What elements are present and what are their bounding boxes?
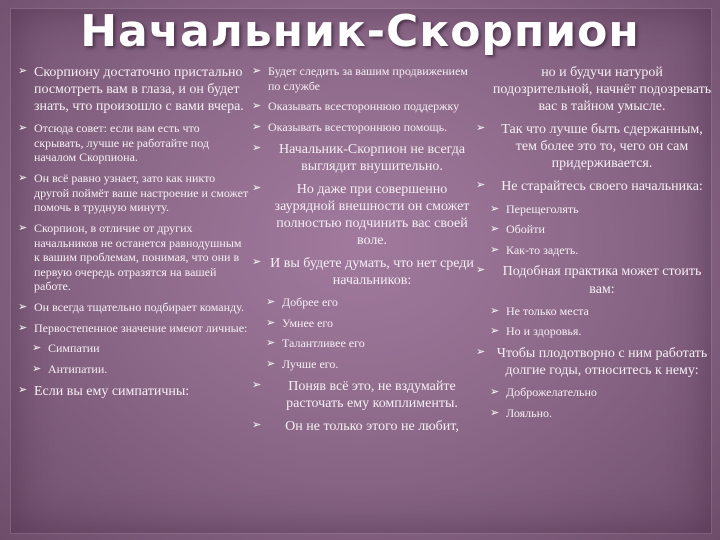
sub-bullet-item: ➢ Доброжелательно: [490, 385, 712, 400]
bullet-item: ➢ Отсюда совет: если вам есть что скрывать, лучше не работайте под началом Скорпиона.: [18, 121, 250, 165]
sub-bullet-item: ➢ Талантливее его: [266, 336, 476, 351]
column-middle: [252, 64, 476, 441]
sub-bullet-item: ➢ Добрее его: [266, 295, 476, 310]
sub-bullet-item: ➢ Умнее его: [266, 316, 476, 331]
bullet-item: ➢ Он всё равно узнает, зато как никто другой поймёт ваше настроение и сможет помочь в трудную минуту.: [18, 171, 250, 215]
bullet-item: ➢ Не старайтесь своего начальника:: [476, 178, 712, 195]
sub-bullet-item: ➢ Перещеголять: [490, 202, 712, 217]
bullet-item: ➢ Оказывать всестороннюю поддержку: [252, 99, 476, 114]
bullet-item: ➢ Будет следить за вашим продвижением по службе: [252, 64, 476, 93]
bullet-item: ➢ Но даже при совершенно заурядной внешности он сможет полностью подчинить вас своей воле.: [252, 181, 476, 249]
bullet-item: ➢ Скорпион, в отличие от других начальников не останется равнодушным к вашим проблемам, понимая, что они в первую очередь отразятся на вашей работе.: [18, 221, 250, 294]
sub-bullet-item: ➢ Лучше его.: [266, 357, 476, 372]
bullet-item: ➢ Он всегда тщательно подбирает команду.: [18, 300, 250, 315]
bullet-item: ➢ Если вы ему симпатичны:: [18, 383, 250, 400]
sub-bullet-item: ➢ Лояльно.: [490, 406, 712, 421]
sub-bullet-item: ➢ Не только места: [490, 304, 712, 319]
bullet-item: ➢ Оказывать всестороннюю помощь.: [252, 120, 476, 135]
sub-bullet-item: ➢ Обойти: [490, 222, 712, 237]
bullet-item: ➢ Первостепенное значение имеют личные:: [18, 321, 250, 336]
sub-bullet-item: ➢ Симпатии: [32, 341, 250, 356]
sub-bullet-item: ➢ Но и здоровья.: [490, 324, 712, 339]
bullet-item: ➢ Подобная практика может стоить вам:: [476, 263, 712, 297]
bullet-item: ➢ Начальник-Скорпион не всегда выглядит внушительно.: [252, 141, 476, 175]
column-right: [476, 64, 712, 426]
sub-bullet-item: ➢ Антипатии.: [32, 362, 250, 377]
column-left: [18, 64, 250, 406]
bullet-item: ➢ Поняв всё это, не вздумайте расточать ему комплименты.: [252, 378, 476, 412]
bullet-item: ➢ Так что лучше быть сдержанным, тем более это то, чего он сам придерживается.: [476, 121, 712, 172]
slide-title: Начальник-Скорпион: [80, 6, 640, 57]
bullet-item: ➢ Он не только этого не любит,: [252, 418, 476, 435]
bullet-item: ➢ Чтобы плодотворно с ним работать долгие годы, относитесь к нему:: [476, 345, 712, 379]
sub-bullet-item: ➢ Как-то задеть.: [490, 243, 712, 258]
bullet-item: ➢ И вы будете думать, что нет среди начальников:: [252, 255, 476, 289]
continued-text: но и будучи натурой подозрительной, начнёт подозревать вас в тайном умысле.: [492, 65, 712, 115]
bullet-item: ➢ Скорпиону достаточно пристально посмотреть вам в глаза, и он будет знать, что произошло с вами вчера.: [18, 64, 250, 115]
